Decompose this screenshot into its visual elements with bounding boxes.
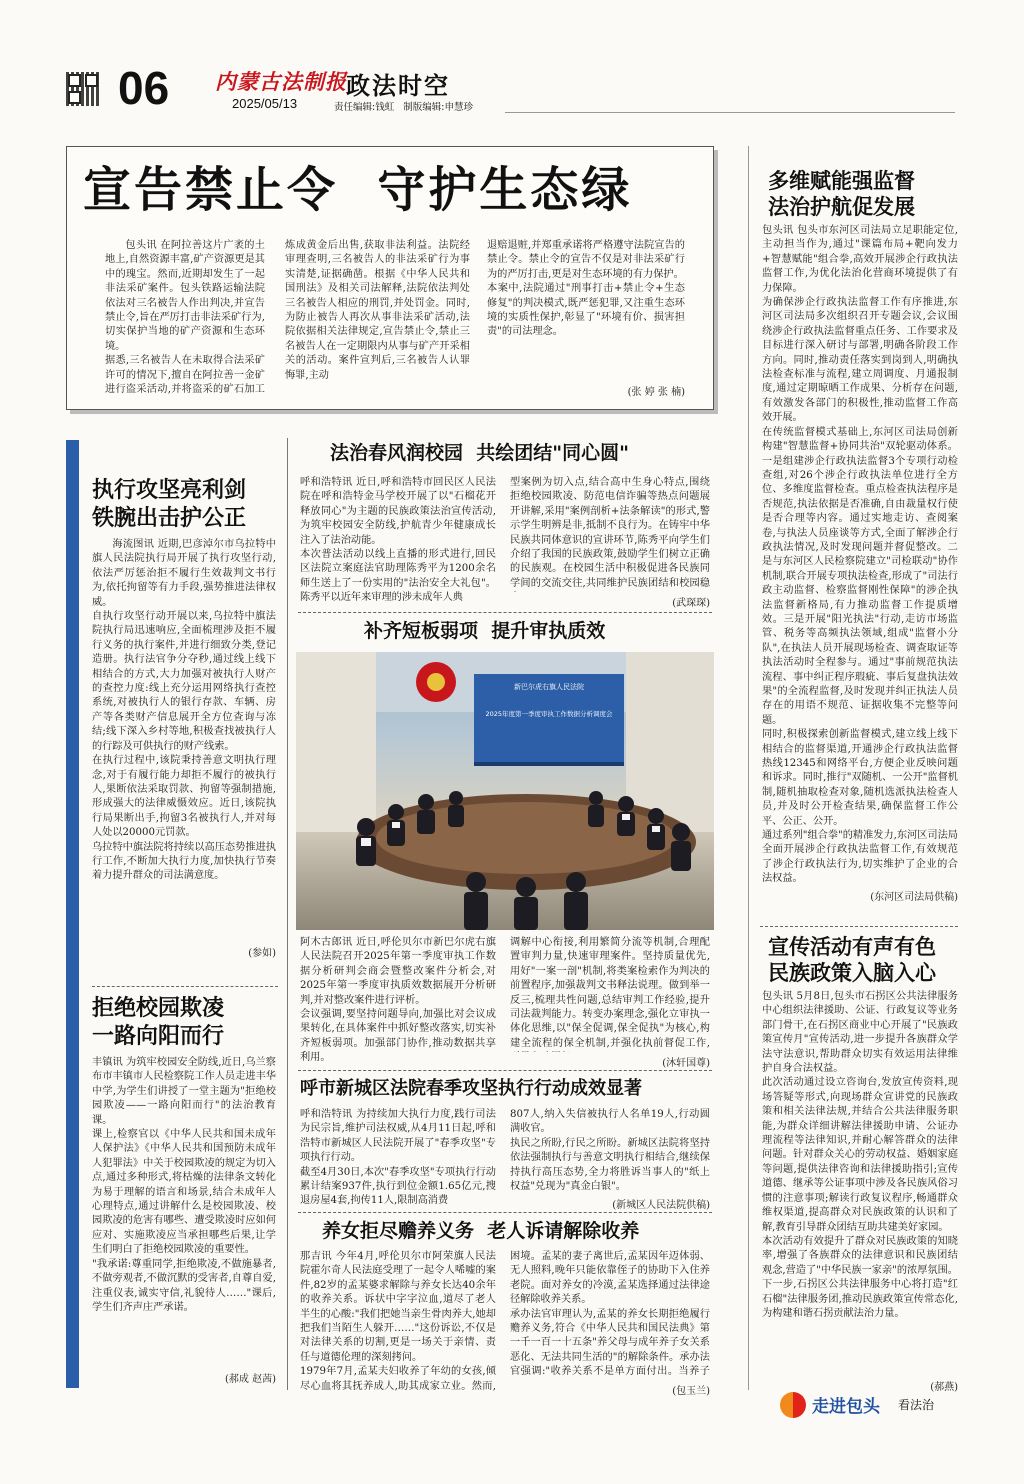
right-story1-title2: 法治护航促发展 — [768, 194, 915, 219]
meeting-photo — [296, 652, 714, 930]
mid-story3-signature: (新城区人民法院供稿) — [612, 1200, 710, 1211]
section-title: 政法时空 — [346, 71, 450, 100]
mid-story1-col1 — [300, 476, 496, 606]
right-story1 — [762, 168, 958, 903]
brand-swirl-icon — [780, 1392, 806, 1418]
mid-story1-col2-text: 型案例为切入点,结合高中生身心特点,围绕拒绝校园欺凌、防范电信诈骗等热点问题展开讲解,采用"案例剖析+法条解读"的形式,警示学生明辨是非,抵制不良行为。在铸牢中华民族共同体意识的宣讲环节,陈秀平向学生们介绍了我国的民族政策,鼓励学生们树立正确的民族观。在校园生活中积极促进各民族同学间的交流交往,共同维护民族团结和校园稳 — [510, 477, 710, 589]
mid-story4-col2-text: 困境。孟某的妻子离世后,孟某因年迈体弱、无人照料,晚年只能依靠侄子的协助下入住养老院。面对养女的冷漠,孟某选择通过法律途径解除收养关系。 承办法官审理认为,孟某的养女长期拒绝履行赡养义务,符合《中华人民共和国民法典》第一千一百一十五条"养父母与成年养子女关系恶化、无法共同生活的"的解除条件。承办法官强调:"收养关系不是单方面付出。当养子 — [510, 1251, 710, 1378]
lead-story-col2 — [285, 239, 470, 395]
right-story1-title1: 多维赋能强监督 — [768, 168, 915, 193]
mid-story4-title: 养女拒尽赡养义务 老人诉请解除收养 — [322, 1220, 640, 1242]
mid-story1-col2 — [510, 476, 710, 592]
right-divider — [760, 926, 958, 927]
mid-story2-col2-text: 调解中心衔接,利用繁简分流等机制,合理配置审判力量,快速审理案件。坚持质量优先,用好"一案一剖"机制,将类案检索作为判决的前置程序,加强裁判文书释法说理。做到举一反三,梳理共性问题,总结审判工作经验,提升司法裁判能力。转变办案理念,强化立审执一体化思维,以"保全促调,保全促执"为核心,构建全流程的保全机制,并强化执前督促工作, — [510, 937, 710, 1049]
right-story1-signature: (东河区司法局供稿) — [870, 892, 958, 903]
mid-story1-title: 法治春风润校园 共绘团结"同心圆" — [330, 442, 630, 464]
lead-col1-text: 包头讯 在阿拉善这片广袤的土地上,自然资源丰富,矿产资源更是其中的瑰宝。然而,近期却发生了一起非法采矿案件。包头铁路运输法院依法对三名被告人作出判决,并宣告禁止令,旨在严厉打击非法采矿行为,切实保护当地的矿产资源和生态环境。 据悉,三名被告人在未取得合法采矿许可的情况下,擅自在阿拉善一金矿进行盗采活动,并将盗采的矿石加工 — [105, 240, 265, 395]
newspaper-logo: 内蒙古法制报 — [215, 69, 347, 94]
brand-sub-text: 看法治 — [898, 1398, 935, 1412]
issue-date: 2025/05/13 — [232, 96, 298, 111]
left-story1-title2: 铁腕出击护公正 — [92, 505, 247, 531]
mid-divider2 — [298, 1070, 712, 1071]
left-story1-signature: (参如) — [248, 948, 276, 959]
mid-story1-col1-text: 呼和浩特讯 近日,呼和浩特市回民区人民法院在呼和浩特金马学校开展了以"石榴花开 释放同心"为主题的民族政策法治宣传活动,为筑牢校园安全防线,护航青少年健康成长注入了法治动能。 本次普法活动以线上直播的形式进行,回民区法院立案庭法官助理陈秀平为1200余名师生送上了一份实用的"法治安全大礼包"。陈秀平以近年来审理的涉未成年人典 — [300, 477, 496, 604]
mid-story2-signature: (沐轩国尊) — [662, 1058, 710, 1069]
left-story2-title1: 拒绝校园欺凌 — [92, 995, 225, 1021]
qr-code-icon — [66, 72, 100, 106]
mid-story3-col2-text: 807人,纳入失信被执行人名单19人,行动圆满收官。 执民之所盼,行民之所盼。新城区法院将坚持依法强制执行与善意文明执行相结合,继续保持执行高压态势,全力将胜诉当事人的"纸上权益"兑现为"真金白银"。 — [510, 1109, 710, 1193]
page-number: 06 — [118, 62, 170, 114]
mid-story3-col1 — [300, 1108, 496, 1210]
lead-story-title: 宣告禁止令 守护生态绿 — [83, 162, 633, 218]
mid-story3-col2 — [510, 1108, 710, 1194]
left-mid-vrule — [287, 438, 288, 1390]
lead-col2-text: 炼成黄金后出售,获取非法利益。法院经审理查明,三名被告人的非法采矿行为事实清楚,证据确凿。根据《中华人民共和国刑法》及相关司法解释,法院依法判处三名被告人相应的刑罚,并处罚金。同时,为防止被告人再次从事非法采矿活动,法院依据相关法律规定,宣告禁止令,禁止三名被告人在一定期限内从事与矿产开采相关的活动。案件宣判后,三名被告人认罪悔罪,主动 — [285, 240, 470, 381]
left-story2-title2: 一路向阳而行 — [92, 1023, 225, 1049]
lead-story-box — [66, 146, 714, 410]
left-story2-signature: (郝成 赵茜) — [225, 1374, 276, 1385]
mid-divider1 — [298, 612, 712, 613]
mid-story4-col1-text: 那吉讯 今年4月,呼伦贝尔市阿荣旗人民法院霍尔奇人民法庭受理了一起令人唏嘘的案件,82岁的孟某婆求解除与养女长达40余年的收养关系。诉状中字字泣血,道尽了老人半生的心酸:"我们把她当亲生骨肉养大,她却把我们当陌生人躲开……"这份诉讼,不仅是对法律关系的切割,更是一场关于亲情、责任与道德伦理的深刻拷问。 1979年7月,孟某夫妇收养了年幼的女孩,倾尽心血将其抚养成人,助其成家立业。然而, — [300, 1251, 496, 1392]
mid-story4-signature: (包玉兰) — [672, 1386, 710, 1397]
lead-story-col1 — [105, 239, 265, 395]
lead-story-signature: (张 婷 张 楠) — [627, 387, 685, 398]
header-rule — [505, 112, 955, 113]
left-story1-body: 海流图讯 近期,巴彦淖尔市乌拉特中旗人民法院执行局开展了执行攻坚行动,依法严厉惩治拒不履行生效裁判文书行为,依托拘留等有力手段,强势推进法律权威。 自执行攻坚行动开展以来,乌拉特中旗法院执行局迅速响应,全面梳理涉及拒不履行义务的执行案件,并进行细致分类,登记造册。执行法官争分夺秒,通过线上线下相结合的方式,大力加强对被执行人财产的查控力度:线上充分运用网络执行查控系统,对被执行人的银行存款、车辆、房产等各类财产信息展开全方位查询与冻结;线下深入乡村等地,积极查找被执行人的行踪及可供执行的财产线索。 在执行过程中,该院秉持善意文明执行理念,对于有履行能力却拒不履行的被执行人,果断依法采取罚款、拘留等强制措施,形成强大的法律威慑效应。近日,该院执行局果断出手,拘留3名被执行人,并对每人处以20000元罚款。 乌拉特中旗法院将持续以高压态势推进执行工作,不断加大执行力度,加快执行节奏着力提升群众的司法满意度。 — [92, 539, 276, 882]
lead-story-col3 — [487, 239, 685, 379]
left-story2 — [92, 994, 276, 1385]
lead-col3-text: 退赔退赃,并郑重承诺将严格遵守法院宣告的禁止令。禁止令的宣告不仅是对非法采矿行为的严厉打击,更是对生态环境的有力保护。 本案中,法院通过"刑事打击+禁止令+生态修复"的判决模式,既严惩犯罪,又注重生态环境的实质性保护,彰显了"环境有价、损害担责"的司法理念。 — [487, 240, 685, 338]
left-divider — [92, 986, 278, 987]
right-story2-title2: 民族政策入脑入心 — [768, 960, 936, 985]
mid-divider3 — [298, 1212, 712, 1213]
mid-story2-col1 — [300, 936, 496, 1066]
mid-story2-title: 补齐短板弱项 提升审执质效 — [364, 620, 606, 642]
mid-story4-col2 — [510, 1250, 710, 1380]
right-story1-body: 包头讯 包头市东河区司法局立足职能定位,主动担当作为,通过"课篇布局+靶向发力+智慧赋能"组合拳,高效开展涉企行政执法监督工作,为优化法治化营商环境提供了有力保障。 为确保涉企行政执法监督工作有序推进,东河区司法局多次组织召开专题会议,会议围绕涉企行政执法监督重点任务、工作要求及目标进行深入研讨与部署,明确各阶段工作方向。同时,推动责任落实到岗到人,明确执法检查标准与流程,建立周调度、月通报制度,通过定期晾晒工作成果、分析存在问题,有效激发各部门的积极性,推动监督工作高效开展。 在传统监督模式基础上,东河区司法局创新构建"智慧监督+协同共治"双轮驱动体系。一是组建涉企行政执法监督3个专项行动检查组,对26个涉企行政执法单位进行全方位、多维度监督检查。重点检查执法程序是否规范,执法依据是否准确,自由裁量权行使是否合理等内容。通过实地走访、查阅案卷,与执法人员座谈等方式,全面了解涉企行政执法情况,及时发现问题并督促整改。二是与东河区人民检察院建立"司检联动"协作机制,联合开展专项执法检查,形成了"司法行政主动监督、检察监督刚性保障"的涉企执法监督新格局,有力推动监督工作提质增效。三是开展"阳光执法"行动,走访市场监管、税务等高频执法领域,组成"监督小分队",在执法人员开展现场检查、调查取证等执法活动时全程参与。通过"事前规范执法流程、事中纠正程序瑕疵、事后复盘执法效果"的全流程监督,及时发现并纠正执法人员存在的用语不规范、证据收集不完整等问题。 同时,积极探索创新监督模式,建立线上线下相结合的监督渠道,开通涉企行政执法监督热线12345和网络平台,方便企业反映问题和诉求。同时,推行"双随机、一公开"监督机制,随机抽取检查对象,随机选派执法检查人员,并及时公开检查结果,确保监督工作公平、公正、公开。 通过系列"组合拳"的精准发力,东河区司法局全面开展涉企行政执法监督工作,有效规范了涉企行政执法行为,切实维护了企业的合法权益。 — [762, 225, 958, 885]
mid-story3-title: 呼市新城区法院春季攻坚执行行动成效显著 — [300, 1078, 642, 1099]
footer-brand — [780, 1390, 958, 1420]
right-story2 — [762, 934, 958, 1393]
left-blue-bar — [66, 440, 79, 1388]
meeting-photo-scene — [296, 652, 714, 930]
right-story2-body: 包头讯 5月8日,包头市石拐区公共法律服务中心组织法律援助、公证、行政复议等业务部门骨干,在石拐区商业中心开展了"民族政策宣传月"宣传活动,进一步提升各族群众学法守法意识,帮助群众切实有效运用法律维护自身合法权益。 此次活动通过设立咨询台,发放宣传资料,现场答疑等形式,向现场群众宣讲党的民族政策和相关法律法规,并结合公共法律服务职能,为群众详细讲解法律援助申请、公证办理流程等法律知识,并耐心解答群众的法律问题。针对群众关心的劳动权益、婚姻家庭等问题,提供法律咨询和法律援助指引;宣传道德、继承等公证事项中涉及各民族风俗习惯的注意事项;解读行政复议程序,畅通群众维权渠道,提高群众对民族政策的认识和了解,教育引导群众团结互助共建美好家园。 本次活动有效提升了群众对民族政策的知晓率,增强了各族群众的法律意识和民族团结观念,营造了"中华民族一家亲"的浓厚氛围。下一步,石拐区公共法律服务中心将打造"红石榴"法律服务团,推动民族政策宣传常态化,为构建和谐石拐贡献法治力量。 — [762, 991, 958, 1319]
mid-story2-col1-text: 阿木古郎讯 近日,呼伦贝尔市新巴尔虎右旗人民法院召开2025年第一季度审执工作数据分析研判会商会暨整改案件分析会,对2025年第一季度审执质效数据展开分析研判,并对整改案件进行评析。 会议强调,要坚持问题导向,加强比对会议成果转化,在具体案件中抓好整改落实,切实补齐短板弱项。加强部门协作,推动数据共享利用。 — [300, 937, 496, 1064]
left-story2-body: 丰镇讯 为筑牢校园安全防线,近日,乌兰察布市丰镇市人民检察院工作人员走进丰华中学,为学生们讲授了一堂主题为"拒绝校园欺凌——一路向阳而行"的法治教育课。 课上,检察官以《中华人民共和国未成年人保护法》《中华人民共和国预防未成年人犯罪法》中关于校园欺凌的规定为切入点,通过多种形式,将枯燥的法律条文转化为易于理解的语言和场景,结合未成年人心理特点,通过讲解什么是校园欺凌、校园欺凌的危害有哪些、遭受欺凌时应如何应对、实施欺凌应当承担哪些后果,让学生们明白了拒绝校园欺凌的重要性。 "我承诺:尊重同学,拒绝欺凌,不做施暴者,不做旁观者,不做沉默的受害者,自尊自爱,注重仪表,诚实守信,礼貌待人……"课后,学生们齐声庄严承诺。 — [92, 1057, 276, 1313]
mid-story1-signature: (武琛琛) — [672, 598, 710, 609]
photo-banner-text: 2025年度第一季度审执工作数据分析调度会 — [485, 710, 613, 718]
left-story1 — [92, 476, 276, 959]
mid-right-vrule — [748, 146, 749, 1390]
right-story2-title1: 宣传活动有声有色 — [768, 934, 936, 959]
mid-story4-col1 — [300, 1250, 496, 1394]
right-story2-signature: (郝燕) — [930, 1382, 958, 1393]
photo-sign-text: 新巴尔虎右旗人民法院 — [514, 683, 584, 691]
mid-story3-col1-text: 呼和浩特讯 为持续加大执行力度,践行司法为民宗旨,维护司法权威,从4月11日起,呼和浩特市新城区人民法院开展了"春季攻坚"专项执行行动。 截至4月30日,本次"春季攻坚"专项执行行动累计结案937件,执行到位金额1.65亿元,搜退房屋4套,拘传11人,限制高消费 — [300, 1109, 496, 1207]
brand-main-text: 走进包头 — [812, 1397, 880, 1417]
editors-line: 责任编辑:钱虹 制版编辑:申慧珍 — [334, 102, 473, 113]
left-story1-title1: 执行攻坚亮利剑 — [92, 477, 247, 503]
mid-story2-col2 — [510, 936, 710, 1052]
